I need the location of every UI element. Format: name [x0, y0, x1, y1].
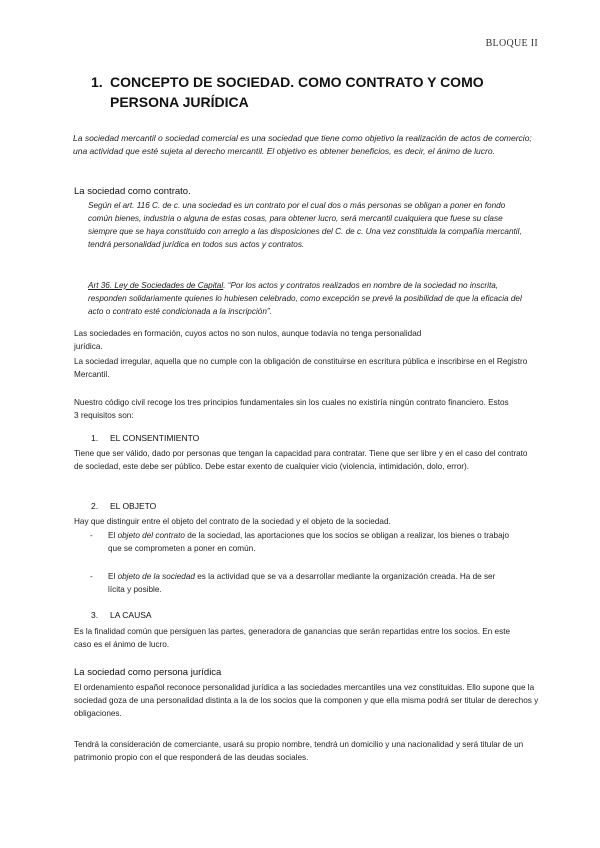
- intro-paragraph: La sociedad mercantil o sociedad comercial es una sociedad que tiene como objetivo la realización de actos de comercio; una actividad que esté sujeta al derecho mercantil. El objetivo es obtener beneficios, es decir, el ánimo de lucro.: [73, 133, 532, 156]
- formacion-line-1: Las sociedades en formación, cuyos actos no son nulos, aunque todavía no tenga personalidad: [74, 329, 422, 338]
- title-number: 1.: [91, 74, 103, 90]
- bullet-text-emphasis: objeto de la sociedad: [117, 572, 195, 581]
- requisitos-intro-paragraph: Nuestro código civil recoge los tres principios fundamentales sin los cuales no existiría ningún contrato financiero. Estos 3 requisitos son:: [74, 398, 509, 420]
- persona-juridica-heading: La sociedad como persona jurídica: [74, 667, 222, 678]
- art36-quote-text: . “Por los actos y contratos realizados en nombre de la sociedad no inscrita, responden solidariamente quienes lo hubiesen celebrado, como excepción se prevé la posibilidad de que la eficacia del acto o contrato esté condicionada a la inscripción”.: [88, 281, 522, 316]
- sociedad-irregular-paragraph: La sociedad irregular, aquella que no cumple con la obligación de constituirse en escritura pública e inscribirse en el Registro Mercantil.: [74, 357, 528, 379]
- persona-juridica-paragraph-2: Tendrá la consideración de comerciante, usará su propio nombre, tendrá un domicilio y una nacionalidad y será titular de un patrimonio propio con el que responderá de las deudas sociales.: [74, 740, 524, 762]
- consentimiento-paragraph: Tiene que ser válido, dado por personas que tengan la capacidad para contratar. Tiene que ser libre y en el caso del contrato de sociedad, este debe ser público. Debe estar exento de cualquier vicio (violencia, intimidación, dolo, error).: [74, 449, 528, 471]
- title-text: CONCEPTO DE SOCIEDAD. COMO CONTRATO Y COMO PERSONA JURÍDICA: [110, 74, 484, 110]
- formacion-line-2: jurídica.: [74, 342, 103, 351]
- bullet-text-post: es la actividad que se va a desarrollar mediante la organización creada. Ha de ser lícita y posible.: [108, 572, 496, 594]
- causa-paragraph: Es la finalidad común que persiguen las partes, generadora de ganancias que serán repartidas entre los socios. En este caso es el ánimo de lucro.: [74, 627, 511, 649]
- causa-heading: [91, 610, 152, 620]
- consentimiento-number: 1.: [91, 433, 99, 443]
- persona-juridica-paragraph-1: El ordenamiento español reconoce personalidad jurídica a las sociedades mercantiles una vez constituidas. Ello supone que la sociedad goza de una personalidad distinta a la de los socios que la componen y que ella misma podrá ser titular de derechos y obligaciones.: [74, 683, 539, 718]
- bullet-text-pre: El: [108, 531, 118, 540]
- contract-quote-art116: Según el art. 116 C. de c. una sociedad es un contrato por el cual dos o más personas se obligan a poner en fondo común bienes, industria o alguna de estas cosas, para obtener lucro, será mercantil cualquiera que fuese su clase siempre que se haya constituido con arreglo a las disposiciones del C. de c. Una vez constituida la compañía mercantil, tendrá personalidad jurídica en todos sus actos y contratos.: [88, 201, 522, 249]
- contract-quote-art36: [88, 279, 528, 318]
- objeto-heading: [91, 501, 156, 511]
- consentimiento-title: EL CONSENTIMIENTO: [110, 433, 200, 443]
- bullet-dash: -: [90, 531, 93, 540]
- bullet-dash: -: [90, 572, 93, 581]
- objeto-paragraph: Hay que distinguir entre el objeto del contrato de la sociedad y el objeto de la sociedad.: [74, 517, 391, 526]
- objeto-number: 2.: [91, 501, 99, 511]
- bullet-text-post: de la sociedad, las aportaciones que los socios se obligan a realizar, los bienes o trabajo que se comprometen a poner en común.: [108, 531, 509, 553]
- objeto-bullet-sociedad: [90, 570, 510, 596]
- objeto-bullet-contrato: [90, 529, 510, 555]
- art36-reference-link[interactable]: Art 36. Ley de Sociedades de Capital: [88, 281, 224, 290]
- causa-number: 3.: [91, 610, 99, 620]
- objeto-title: EL OBJETO: [110, 501, 157, 511]
- sociedades-formacion-paragraph: [74, 327, 544, 353]
- bullet-text-pre: El: [108, 572, 118, 581]
- page-title: [91, 72, 511, 112]
- contract-heading: La sociedad como contrato.: [74, 186, 191, 197]
- consentimiento-heading: [91, 433, 199, 443]
- causa-title: LA CAUSA: [110, 610, 152, 620]
- page-header: BLOQUE II: [485, 38, 538, 49]
- bullet-text-emphasis: objeto del contrato: [117, 531, 185, 540]
